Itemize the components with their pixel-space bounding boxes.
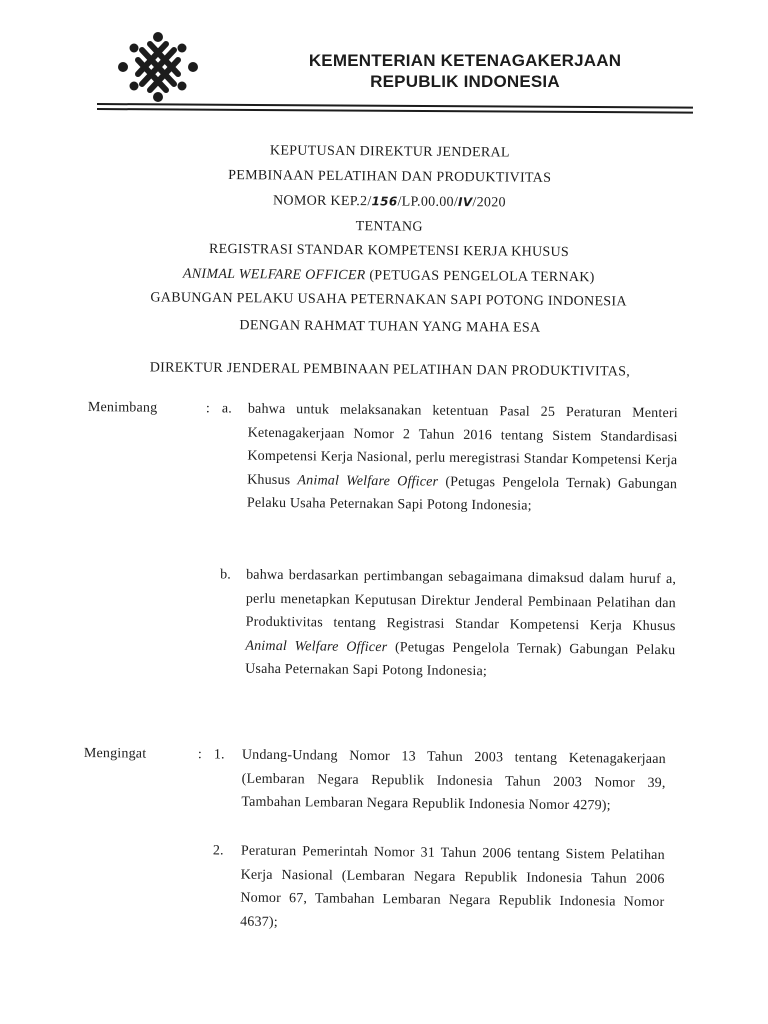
decree-title (108, 138, 669, 315)
mengingat-label: Mengingat (83, 745, 147, 762)
item-text-part: (Petugas Pengelola Ternak) Gabungan Pelaku Usaha Peternakan Sapi Potong Indonesia; (246, 474, 678, 514)
ministry-name (300, 50, 630, 92)
decree-number-prefix: NOMOR KEP.2/ (272, 193, 372, 210)
item-text: Undang-Undang Nomor 13 Tahun 2003 tentang Ketenagakerjaan (Lembaran Negara Republik Indonesia Tahun 2003 Nomor 39, Tambahan Lembaran Negara Republik Indonesia Nomor 4279); (241, 747, 666, 814)
item-text-italic: Animal Welfare Officer (297, 472, 439, 490)
item-text (247, 398, 678, 520)
blessing-line: DENGAN RAHMAT TUHAN YANG MAHA ESA (239, 318, 541, 336)
decree-number-suffix: /2020 (472, 195, 506, 211)
item-text (245, 564, 676, 686)
title-about: TENTANG (355, 218, 423, 235)
menimbang-colon: : (205, 401, 211, 417)
item-text-part: bahwa berdasarkan pertimbangan sebagaimana dimaksud dalam huruf a, perlu menetapkan Keputusan Direktur Jenderal Pembinaan Pelatihan dan Produktivitas tentang Registrasi Standar Kompetensi Kerja Khusus (245, 567, 677, 635)
director-line: DIREKTUR JENDERAL PEMBINAAN PELATIHAN DAN PRODUKTIVITAS, (149, 360, 631, 380)
title-line-1: KEPUTUSAN DIREKTUR JENDERAL (269, 143, 510, 161)
title-line-6-rest: (PETUGAS PENGELOLA TERNAK) (365, 267, 595, 285)
decree-number-handwritten-1: 156 (371, 194, 398, 209)
ministry-name-line1: KEMENTERIAN KETENAGAKERJAAN (308, 51, 622, 70)
decree-number-mid: /LP.00.00/ (397, 194, 459, 211)
item-text: Peraturan Pemerintah Nomor 31 Tahun 2006 tentang Sistem Pelatihan Kerja Nasional (Lembaran Negara Republik Indonesia Tahun 2006 Nomor 67, Tambahan Lembaran Negara Republik Indonesia Nomor 4637); (240, 843, 665, 930)
decree-number-handwritten-2: IV (458, 195, 473, 210)
item-marker: 1. (213, 747, 225, 763)
title-line-6-italic: ANIMAL WELFARE OFFICER (182, 266, 366, 283)
title-line-7: GABUNGAN PELAKU USAHA PETERNAKAN SAPI POTONG INDONESIA (150, 290, 627, 310)
menimbang-section (85, 396, 688, 732)
mengingat-section (83, 742, 688, 968)
menimbang-label: Menimbang (87, 399, 158, 416)
mengingat-colon: : (197, 747, 203, 763)
item-text-part: (Petugas Pengelola Ternak) Gabungan Pelaku Usaha Peternakan Sapi Potong Indonesia; (245, 639, 676, 680)
item-text-part: bahwa untuk melaksanakan ketentuan Pasal 25 Peraturan Menteri Ketenagakerjaan Nomor 2 Tahun 2016 tentang Sistem Standardisasi Kompetensi Kerja Nasional, perlu meregistrasi Standar Kompetensi Kerja Khusus (247, 401, 678, 488)
title-line-5: REGISTRASI STANDAR KOMPETENSI KERJA KHUSUS (208, 241, 570, 261)
title-line-2: PEMBINAAN PELATIHAN DAN PRODUKTIVITAS (228, 167, 552, 186)
item-marker: 2. (212, 843, 224, 859)
item-marker: b. (220, 567, 232, 583)
ministry-logo-icon (116, 30, 200, 104)
letterhead-rule-thin (97, 108, 693, 114)
item-marker: a. (221, 401, 233, 417)
ministry-name-line2: REPUBLIK INDONESIA (370, 72, 560, 91)
item-text-italic: Animal Welfare Officer (245, 638, 388, 655)
